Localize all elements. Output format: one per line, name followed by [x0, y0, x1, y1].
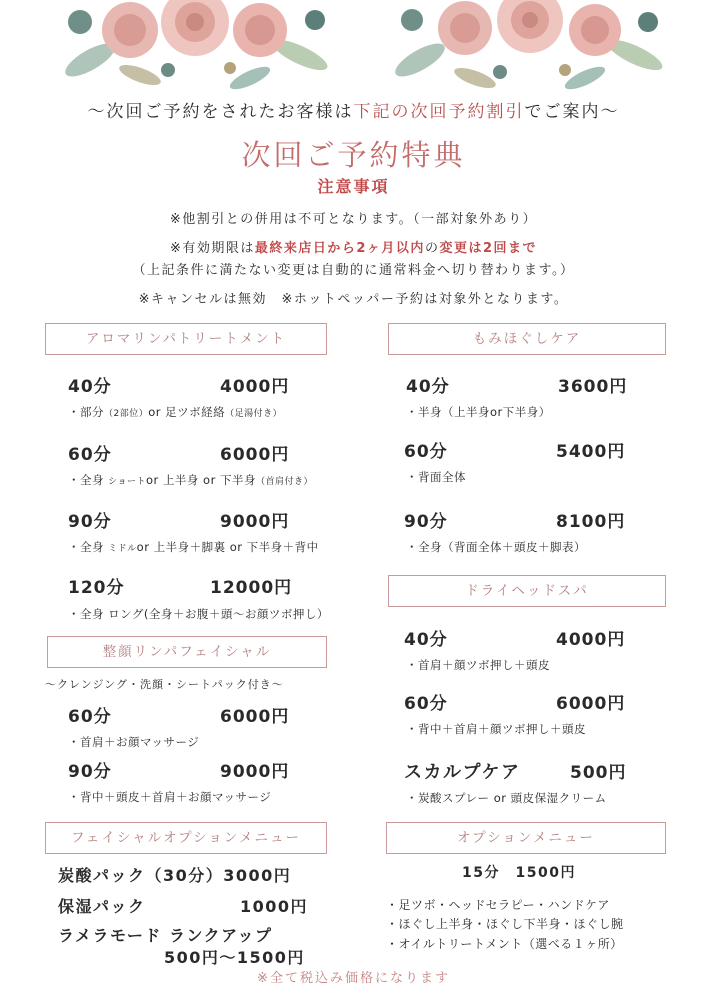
aroma-desc-90-b: or 上半身＋脚裏 or 下半身＋背中 [136, 540, 319, 554]
aroma-duration-120: 120分 [68, 578, 125, 598]
aroma-desc-90-a: ・全身 [68, 540, 109, 554]
note-line-2-highlight-1: 最終来店日から2ヶ月以内 [254, 241, 425, 256]
tax-footer: ※全て税込み価格になります [257, 971, 450, 986]
headspa-price-60: 6000円 [556, 694, 626, 714]
note-line-1: ※他割引との併用は不可となります。（一部対象外あり） [169, 212, 538, 227]
aroma-desc-40-b: or 足ツボ経絡 [148, 405, 226, 419]
floral-decoration-right [380, 0, 670, 95]
aroma-desc-40 [68, 404, 282, 420]
headspa-desc-60: ・背中＋首肩＋顔ツボ押し＋頭皮 [406, 722, 586, 736]
aroma-price-120: 12000円 [210, 578, 293, 598]
options-heading: オプションメニュー [386, 822, 666, 854]
facial-desc-60: ・首肩＋お顔マッサージ [68, 735, 200, 749]
options-line-1: ・足ツボ・ヘッドセラピー・ハンドケア [386, 898, 610, 912]
facial-heading: 整顔リンパフェイシャル [47, 636, 327, 668]
aroma-price-60: 6000円 [220, 445, 290, 465]
facial-option-carbonic-pack: 炭酸パック（30分）3000円 [58, 866, 292, 885]
scalp-care-desc: ・炭酸スプレー or 頭皮保湿クリーム [406, 791, 607, 805]
aroma-desc-60-small-b: （首肩付き） [255, 477, 313, 487]
aroma-desc-90 [68, 539, 319, 555]
facial-option-moist-pack-name: 保湿パック [58, 897, 146, 916]
momi-heading: もみほぐしケア [388, 323, 666, 355]
options-line-2: ・ほぐし上半身・ほぐし下半身・ほぐし腕 [386, 917, 624, 931]
options-line-3: ・オイルトリートメント（選べる１ヶ所） [386, 937, 623, 951]
headspa-duration-60: 60分 [404, 694, 448, 714]
aroma-duration-60: 60分 [68, 445, 112, 465]
aroma-price-90: 9000円 [220, 512, 290, 532]
scalp-care-name: スカルプケア [404, 762, 521, 783]
momi-desc-40: ・半身（上半身or下半身） [406, 405, 551, 419]
facial-price-60: 6000円 [220, 707, 290, 727]
facial-duration-90: 90分 [68, 762, 112, 782]
momi-price-40: 3600円 [558, 377, 628, 397]
facial-options-heading: フェイシャルオプションメニュー [45, 822, 327, 854]
note-line-2-highlight-2: 変更は2回まで [439, 241, 537, 256]
notice-heading: 注意事項 [317, 177, 390, 196]
note-line-2 [0, 237, 707, 256]
facial-subtitle: 〜クレンジング・洗顔・シートパック付き〜 [45, 678, 284, 691]
headline-highlight: 下記の次回予約割引 [353, 102, 525, 122]
headspa-duration-40: 40分 [404, 630, 448, 650]
facial-option-moist-pack-price: 1000円 [240, 897, 309, 916]
facial-option-lamela-price: 500円〜1500円 [164, 948, 305, 967]
momi-duration-90: 90分 [404, 512, 448, 532]
aroma-duration-90: 90分 [68, 512, 112, 532]
note-line-2-pre: ※有効期限は [169, 241, 255, 256]
momi-duration-40: 40分 [406, 377, 450, 397]
scalp-care-price: 500円 [570, 763, 627, 783]
aroma-desc-90-small-a: ミドル [108, 544, 137, 554]
momi-price-90: 8100円 [556, 512, 626, 532]
floral-decoration-left [50, 0, 340, 95]
aroma-desc-40-small-a: （2部位） [104, 409, 149, 419]
momi-price-60: 5400円 [556, 442, 626, 462]
aroma-duration-40: 40分 [68, 377, 112, 397]
momi-duration-60: 60分 [404, 442, 448, 462]
aroma-heading: アロマリンパトリートメント [45, 323, 327, 355]
facial-price-90: 9000円 [220, 762, 290, 782]
page-title: 次回ご予約特典 [241, 138, 466, 172]
aroma-price-40: 4000円 [220, 377, 290, 397]
aroma-desc-60 [68, 472, 313, 488]
facial-desc-90: ・背中＋頭皮＋首肩＋お顔マッサージ [68, 790, 272, 804]
note-line-3: （上記条件に満たない変更は自動的に通常料金へ切り替わります。） [132, 263, 575, 278]
facial-option-lamela-name: ラメラモード ランクアップ [58, 926, 273, 945]
note-line-4: ※キャンセルは無効 ※ホットペッパー予約は対象外となります。 [138, 292, 569, 307]
headspa-desc-40: ・首肩＋顔ツボ押し＋頭皮 [406, 658, 550, 672]
momi-desc-90: ・全身（背面全体＋頭皮＋脚表） [406, 540, 586, 554]
options-price: 15分 1500円 [462, 865, 576, 881]
aroma-desc-60-a: ・全身 [68, 473, 109, 487]
headline-pre: 〜次回ご予約をされたお客様は [87, 102, 354, 122]
aroma-desc-60-b: or 上半身 or 下半身 [145, 473, 256, 487]
headline-post: でご案内〜 [524, 102, 620, 122]
headline [0, 97, 707, 122]
momi-desc-60: ・背面全体 [406, 470, 466, 484]
headspa-heading: ドライヘッドスパ [388, 575, 666, 607]
aroma-desc-40-small-b: （足湯付き） [225, 409, 283, 419]
headspa-price-40: 4000円 [556, 630, 626, 650]
facial-duration-60: 60分 [68, 707, 112, 727]
note-line-2-mid: の [424, 241, 440, 256]
aroma-desc-120: ・全身 ロング(全身＋お腹＋頭〜お顔ツボ押し） [68, 607, 329, 621]
aroma-desc-60-small-a: ショート [108, 477, 146, 487]
aroma-desc-40-a: ・部分 [68, 405, 104, 419]
